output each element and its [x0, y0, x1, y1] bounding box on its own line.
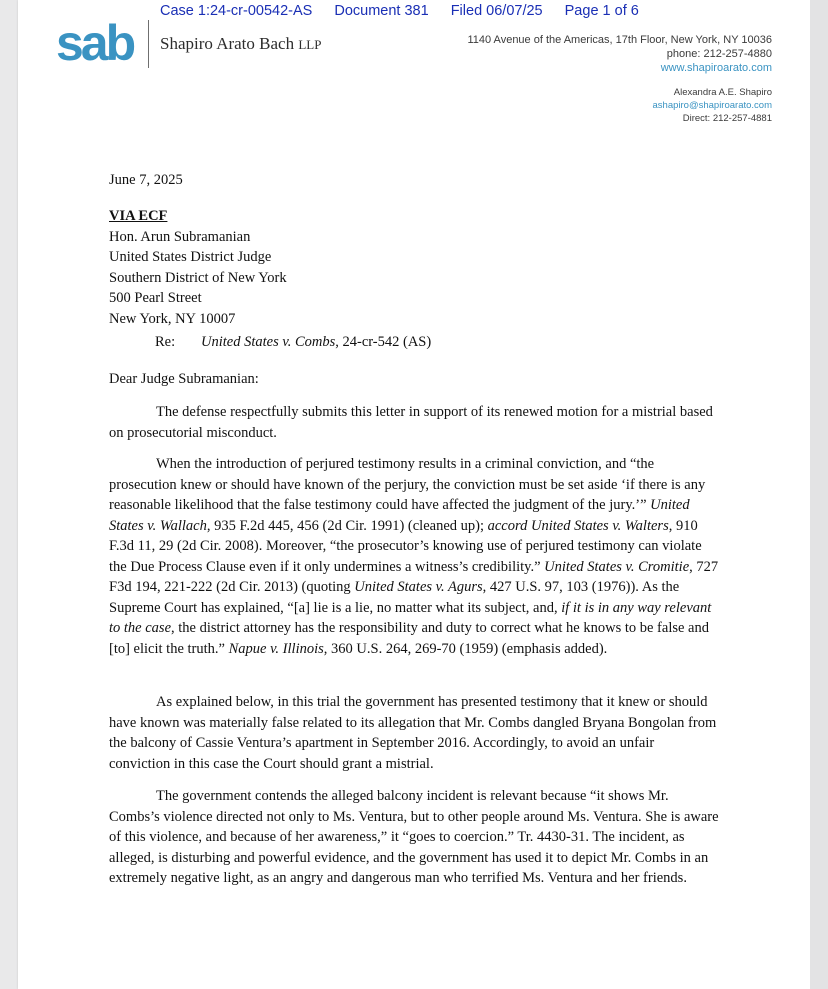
paragraph-text-run: , 727 F3d 194, 221-222 (2d Cir. 2013) (quoting	[109, 558, 719, 595]
case-number: Case 1:24-cr-00542-AS	[160, 3, 313, 19]
filed-date: Filed 06/07/25	[450, 3, 543, 19]
paragraph-text-run: , 427 U.S. 97, 103 (1976)). As the Supreme Court has explained, “[a] lie is a lie, no matter what its subject, and,	[109, 579, 680, 616]
paragraph-4: The government contends the alleged balcony incident is relevant because “it shows Mr. Combs’s violence directed not only to Ms. Ventura, but to other people around Ms. Ventura. She is aware of this violence, and because of her awareness,” it “goes to coercion.” Tr. 4430-31. The incident, as alleged, is disturbing and powerful evidence, and the government has used it to depict Mr. Combs in an extremely negative light, as an angry and dangerous man who terrified Ms. Ventura and her friends.	[109, 788, 719, 886]
salutation: Dear Judge Subramanian:	[109, 371, 259, 387]
logo-divider	[148, 20, 149, 68]
citation-italic: if it is in any way relevant to the case	[109, 599, 712, 636]
citation-italic: United States v. Cromitie	[544, 558, 690, 575]
attorney-direct: Direct: 212-257-4881	[682, 113, 772, 124]
attorney-email[interactable]: ashapiro@shapiroarato.com	[652, 100, 772, 111]
citation-italic: accord United States v. Walters	[487, 517, 669, 534]
firm-address-block	[467, 33, 772, 75]
paragraph-1: The defense respectfully submits this letter in support of its renewed motion for a mistrial based on prosecutorial misconduct.	[109, 404, 713, 441]
ecf-filing-header	[160, 3, 657, 19]
recipient-line: United States District Judge	[109, 249, 272, 265]
firm-name	[160, 34, 321, 54]
re-case-number: , 24-cr-542 (AS)	[335, 334, 432, 350]
paragraph-text-run: , 360 U.S. 264, 269-70 (1959) (emphasis added).	[323, 640, 608, 657]
recipient-line: Hon. Arun Subramanian	[109, 228, 251, 245]
paragraph-text-run: , the district attorney has the responsibility and duty to correct what he knows to be false and [to] elicit the truth.”	[109, 620, 709, 657]
via-ecf: VIA ECF	[109, 208, 168, 224]
firm-website[interactable]: www.shapiroarato.com	[660, 62, 772, 74]
paragraph-2	[109, 454, 719, 659]
recipient-line: Southern District of New York	[109, 269, 287, 286]
page-indicator: Page 1 of 6	[564, 3, 639, 19]
recipient-address	[109, 206, 719, 329]
viewer-edge	[810, 0, 828, 989]
attorney-name: Alexandra A.E. Shapiro	[673, 87, 772, 98]
paragraph-text-run: When the introduction of perjured testimony results in a criminal conviction, and “the prosecution knew or should have known of the perjury, the conviction must be set aside ‘if there is any reasonable likelihood that the false testimony could have affected the judgment of the jury.’”	[109, 456, 706, 513]
citation-italic: United States v. Wallach	[109, 497, 690, 534]
document-page	[18, 0, 810, 989]
paragraph-text-run: , 935 F.2d 445, 456 (2d Cir. 1991) (cleaned up);	[206, 517, 488, 534]
firm-suffix: LLP	[298, 37, 322, 52]
citation-italic: Napue v. Illinois	[228, 640, 324, 657]
recipient-line: New York, NY 10007	[109, 310, 236, 327]
firm-address: 1140 Avenue of the Americas, 17th Floor, New York, NY 10036	[467, 34, 772, 46]
recipient-line: 500 Pearl Street	[109, 290, 202, 306]
paragraph-3: As explained below, in this trial the government has presented testimony that it knew or should have known was materially false related to its allegation that Mr. Combs dangled Bryana Bongolan from the balcony of Cassie Ventura’s apartment in September 2016. Accordingly, to avoid an unfair conviction in this case the Court should grant a mistrial.	[109, 694, 717, 772]
firm-logo: sab	[56, 15, 134, 71]
re-line	[109, 332, 765, 353]
paragraph-text-run: , 910 F.3d 11, 29 (2d Cir. 2008). Moreover, “the prosecutor’s knowing use of perjured testimony can violate the Due Process Clause even if it only undermines a witness’s credibility.”	[109, 517, 702, 575]
document-number: Document 381	[334, 3, 429, 19]
re-label: Re:	[155, 334, 176, 350]
firm-phone: phone: 212-257-4880	[666, 48, 772, 60]
firm-name-text: Shapiro Arato Bach	[160, 34, 295, 53]
citation-italic: United States v. Agurs	[354, 579, 483, 595]
attorney-block	[653, 86, 772, 125]
letter-date: June 7, 2025	[109, 172, 183, 188]
re-case-name: United States v. Combs	[201, 334, 336, 350]
